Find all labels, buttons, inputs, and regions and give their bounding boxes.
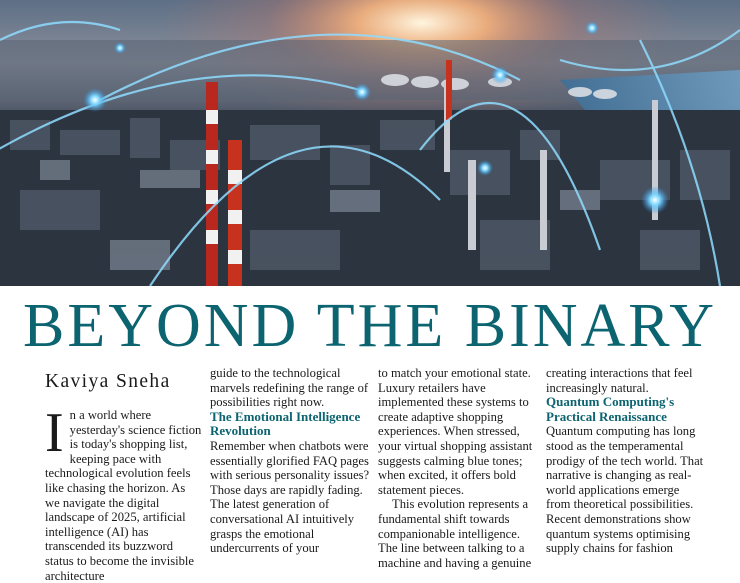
section-heading-quantum-computing: Quantum Computing's Practical Renaissance — [546, 394, 675, 424]
article-column-1 — [45, 366, 203, 583]
intro-text: n a world where yesterday's science fiction is today's shopping list, keeping pace with technological evolution feels like chasing the horizon. As we navigate the digital landscape of 2025, artificial intelligence (AI) has transcended its buzzword status to become the invisible architecture — [45, 408, 202, 583]
column-4-paragraph-2: Quantum computing has long stood as the temperamental prodigy of the tech world. That narrative is changing as real-world applications emerge from theoretical possibilities. Recent demonstrations show quantum systems optimising supply chains for fashion — [546, 424, 704, 556]
column-2-paragraph-1: guide to the technological marvels redefining the range of possibilities right now. — [210, 366, 369, 410]
column-4-paragraph-1: creating interactions that feel increasingly natural. — [546, 366, 693, 395]
column-2-paragraph-2: Remember when chatbots were essentially glorified FAQ pages with serious personality issues? Those days are rapidly fading. The latest generation of conversational AI intuitively grasps the emotional undercurrents of your — [210, 438, 370, 556]
article-column-3 — [378, 366, 540, 570]
column-3-paragraph-1: to match your emotional state. Luxury retailers have implemented these systems to create adaptive shopping experiences. When stressed, your virtual shopping assistant suggests calming blue tones; when excited, it offers bold statement pieces. — [378, 366, 533, 497]
article-headline: BEYOND THE BINARY — [23, 292, 717, 360]
article-column-4 — [546, 366, 706, 556]
hero-image — [0, 0, 740, 286]
article-column-2 — [210, 366, 372, 556]
industrial-cityscape-illustration — [0, 0, 740, 286]
drop-cap: I — [45, 402, 64, 464]
intro-paragraph — [45, 402, 203, 583]
section-heading-emotional-intelligence: The Emotional Intelligence Revolution — [210, 408, 361, 439]
author-byline: Kaviya Sneha — [45, 371, 171, 392]
column-3-paragraph-2: This evolution represents a fundamental shift towards companionable intelligence. The line between talking to a machine and having a genuine — [378, 497, 532, 570]
